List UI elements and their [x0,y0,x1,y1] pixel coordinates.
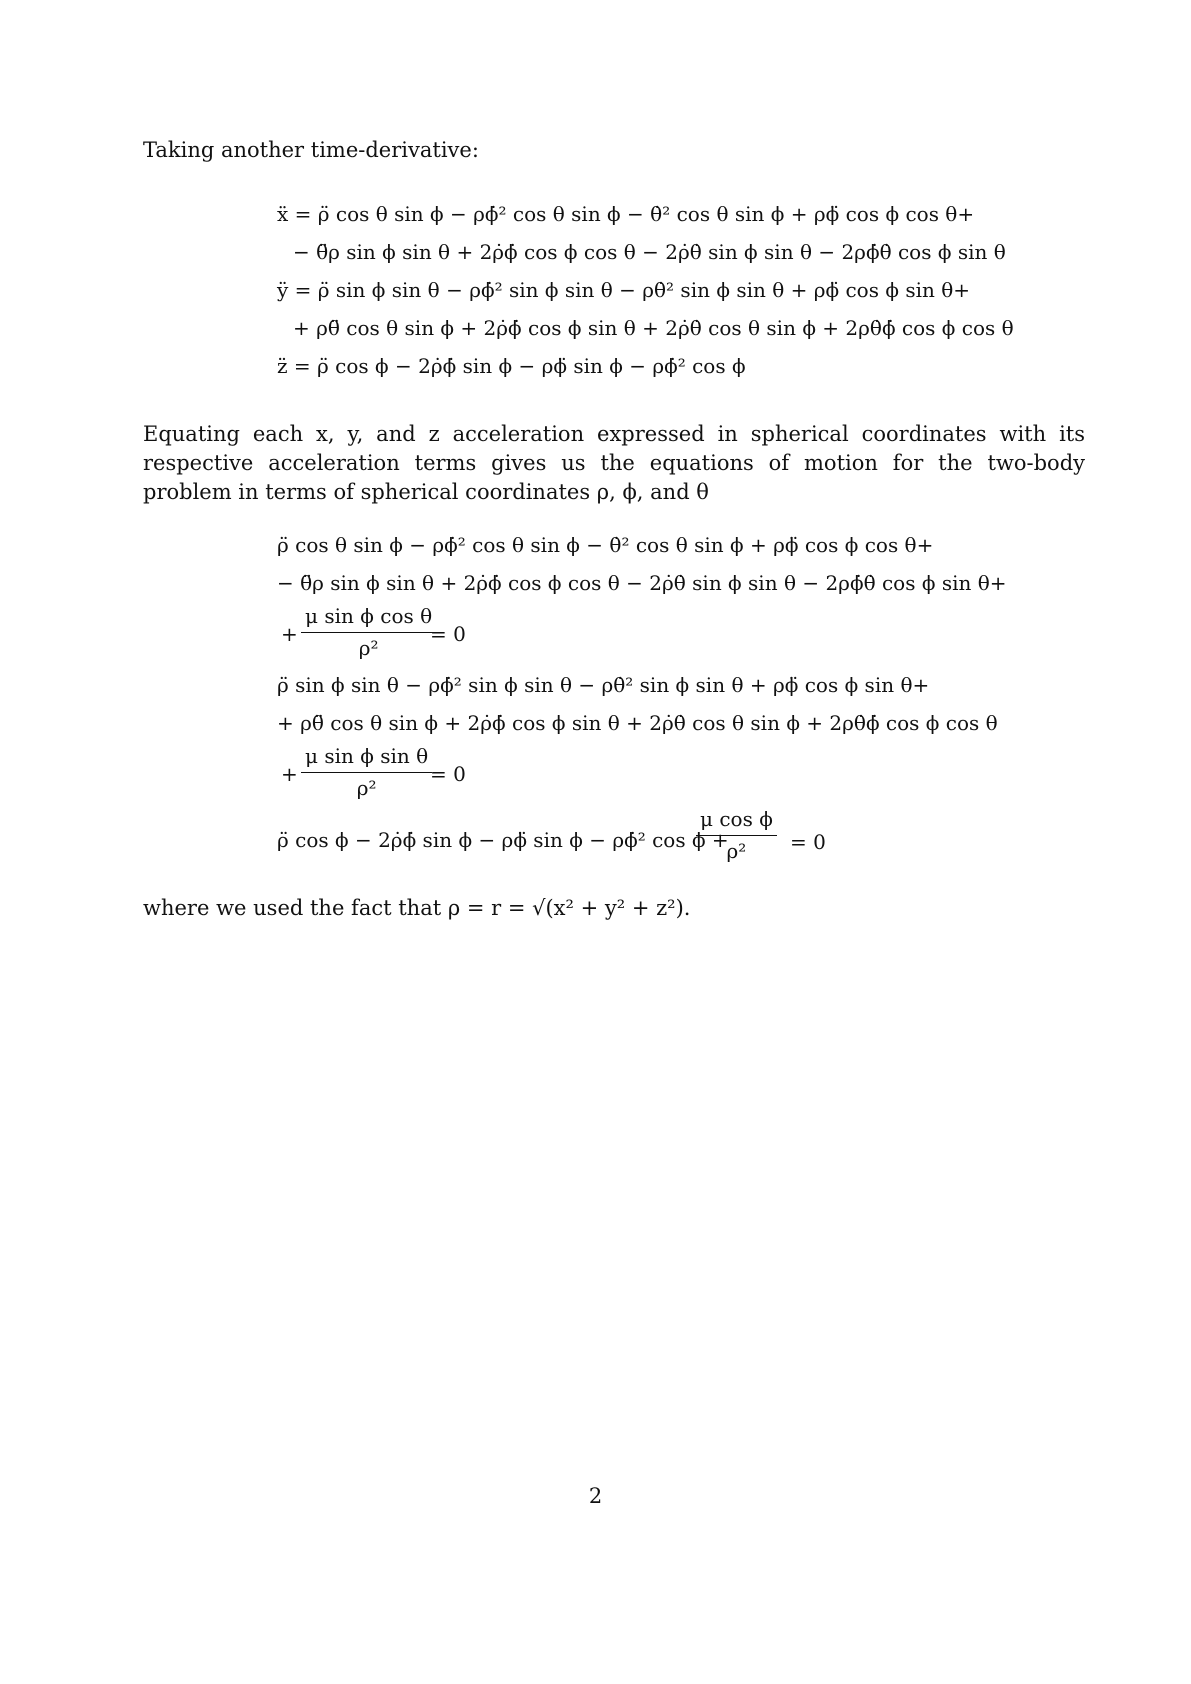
motion-x-frac-prefix: + [281,622,298,646]
motion-y-line2: + ρθ̈ cos θ sin ϕ + 2ρ̇ϕ̇ cos ϕ sin θ + 2ρ̇θ̇ cos θ sin ϕ + 2ρθ̇ϕ̇ cos ϕ cos θ [277,711,998,735]
motion-z-fraction [696,806,777,864]
closing-paragraph: where we used the fact that ρ = r = √(x² + y² + z²). [143,896,691,920]
motion-z-line: ρ̈ cos ϕ − 2ρ̇ϕ̇ sin ϕ − ρϕ̈ sin ϕ − ρϕ̇² cos ϕ + [277,828,729,852]
motion-x-equals-zero: = 0 [430,622,466,646]
equation-y-ddot-line1: ÿ = ρ̈ sin ϕ sin θ − ρϕ̇² sin ϕ sin θ − ρθ̇² sin ϕ sin θ + ρϕ̈ cos ϕ sin θ+ [277,278,971,302]
fraction-denominator: ρ² [726,839,747,863]
motion-x-line1: ρ̈ cos θ sin ϕ − ρϕ̇² cos θ sin ϕ − θ̇² cos θ sin ϕ + ρϕ̈ cos ϕ cos θ+ [277,533,934,557]
page-number: 2 [588,1484,603,1508]
equation-x-ddot-line2: − θ̈ρ sin ϕ sin θ + 2ρ̇ϕ̇ cos ϕ cos θ − 2ρ̇θ̇ sin ϕ sin θ − 2ρϕ̇θ̇ cos ϕ sin θ [293,240,1006,264]
motion-x-fraction [301,603,436,661]
motion-y-frac-prefix: + [281,762,298,786]
equation-z-ddot: z̈ = ρ̈ cos ϕ − 2ρ̇ϕ̇ sin ϕ − ρϕ̈ sin ϕ − ρϕ̇² cos ϕ [277,354,746,378]
fraction-numerator: μ cos ϕ [696,806,777,836]
fraction-denominator: ρ² [358,636,379,660]
motion-z-equals-zero: = 0 [790,830,826,854]
fraction-numerator: μ sin ϕ cos θ [301,603,436,633]
fraction-numerator: μ sin ϕ sin θ [301,743,432,773]
motion-y-line1: ρ̈ sin ϕ sin θ − ρϕ̇² sin ϕ sin θ − ρθ̇² sin ϕ sin θ + ρϕ̈ cos ϕ sin θ+ [277,673,930,697]
fraction-denominator: ρ² [356,776,377,800]
intro-paragraph: Taking another time-derivative: [143,138,479,162]
motion-y-equals-zero: = 0 [430,762,466,786]
equation-x-ddot-line1: ẍ = ρ̈ cos θ sin ϕ − ρϕ̇² cos θ sin ϕ − θ̇² cos θ sin ϕ + ρϕ̈ cos ϕ cos θ+ [277,202,975,226]
equating-paragraph: Equating each x, y, and z acceleration expressed in spherical coordinates with its respective acceleration terms gives us the equations of motion for the two-body problem in terms of spherical coordinates ρ, ϕ, and θ [143,422,1085,504]
motion-x-line2: − θ̈ρ sin ϕ sin θ + 2ρ̇ϕ̇ cos ϕ cos θ − 2ρ̇θ̇ sin ϕ sin θ − 2ρϕ̇θ̇ cos ϕ sin θ+ [277,571,1007,595]
equation-y-ddot-line2: + ρθ̈ cos θ sin ϕ + 2ρ̇ϕ̇ cos ϕ sin θ + 2ρ̇θ̇ cos θ sin ϕ + 2ρθ̇ϕ̇ cos ϕ cos θ [293,316,1014,340]
motion-y-fraction [301,743,432,801]
